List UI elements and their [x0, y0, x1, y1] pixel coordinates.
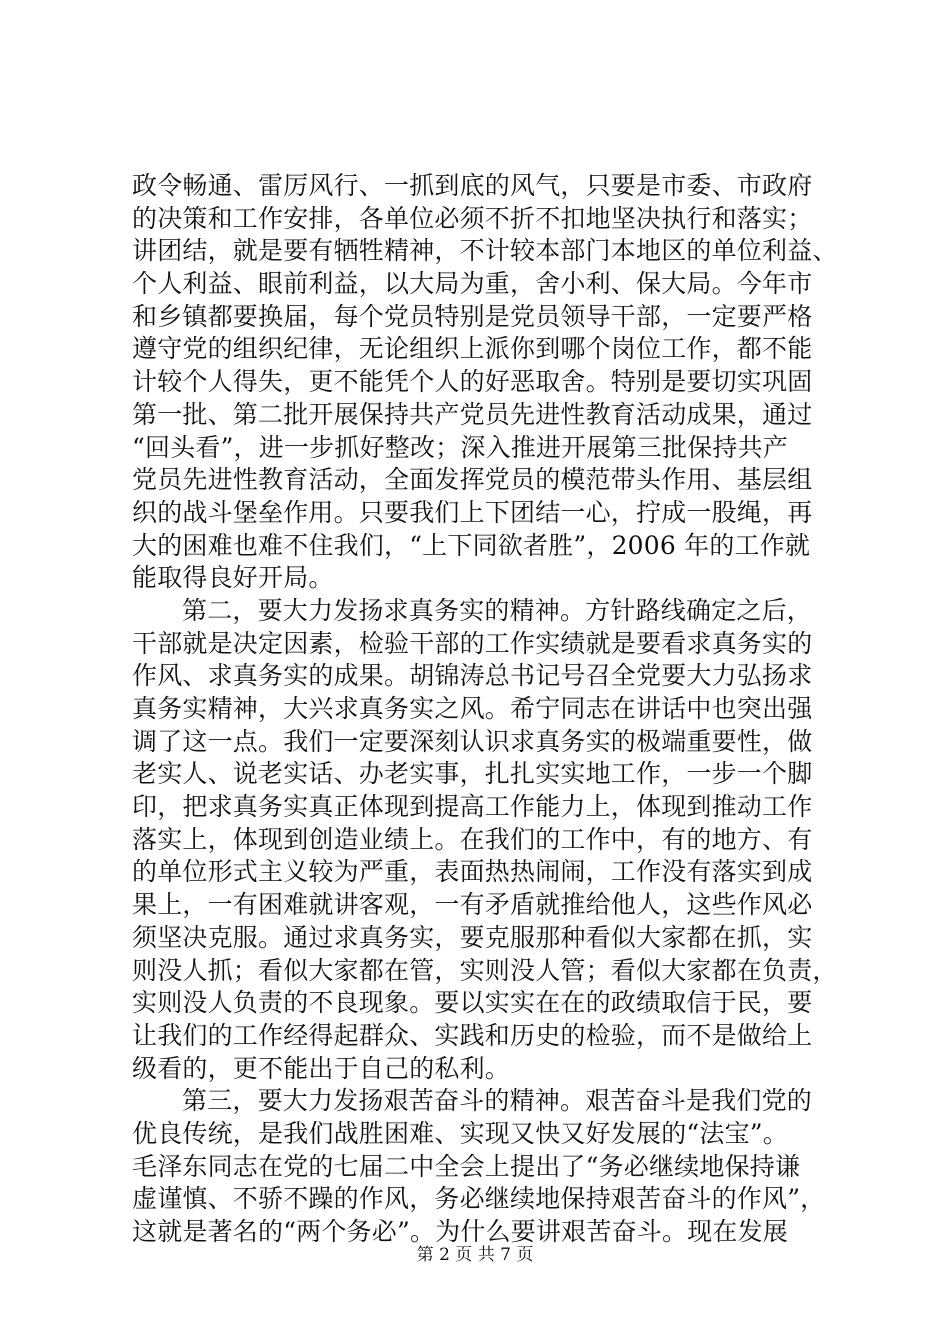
text-line: 第一批、第二批开展保持共产党员先进性教育活动成果，通过 — [132, 399, 813, 429]
paragraph-start-line: 第三，要大力发扬艰苦奋斗的精神。艰苦奋斗是我们党的 — [182, 1086, 813, 1116]
text-line: 调了这一点。我们一定要深刻认识求真务实的极端重要性，做 — [132, 726, 813, 756]
text-line: 虚谨慎、不骄不躁的作风，务必继续地保持艰苦奋斗的作风”， — [132, 1184, 826, 1214]
text-line: 和乡镇都要换届，每个党员特别是党员领导干部，一定要严格 — [132, 301, 813, 331]
text-line: 能取得良好开局。 — [132, 563, 334, 593]
text-line: 作风、求真务实的成果。胡锦涛总书记号召全党要大力弘扬求 — [132, 661, 813, 691]
text-line: 优良传统，是我们战胜困难、实现又快又好发展的“法宝”。 — [132, 1118, 788, 1148]
text-line: 印，把求真务实真正体现到提高工作能力上，体现到推动工作 — [132, 792, 813, 822]
paragraph-start-line: 第二，要大力发扬求真务实的精神。方针路线确定之后， — [182, 595, 813, 625]
body-text — [132, 170, 838, 1249]
text-line: 大的困难也难不住我们，“上下同欲者胜”，2006 年的工作就 — [132, 530, 811, 560]
text-line: 毛泽东同志在党的七届二中全会上提出了“务必继续地保持谦 — [132, 1151, 801, 1181]
text-line: 计较个人得失，更不能凭个人的好恶取舍。特别是要切实巩固 — [132, 367, 813, 397]
text-line: 的单位形式主义较为严重，表面热热闹闹，工作没有落实到成 — [132, 857, 813, 887]
text-line: 则没人抓；看似大家都在管，实则没人管；看似大家都在负责， — [132, 955, 838, 985]
text-line: 实则没人负责的不良现象。要以实实在在的政绩取信于民，要 — [132, 988, 813, 1018]
text-line: 遵守党的组织纪律，无论组织上派你到哪个岗位工作，都不能 — [132, 334, 813, 364]
text-line: 这就是著名的“两个务必”。为什么要讲艰苦奋斗。现在发展 — [132, 1217, 788, 1246]
text-line: 个人利益、眼前利益，以大局为重，舍小利、保大局。今年市 — [132, 269, 813, 299]
text-line: 的决策和工作安排，各单位必须不折不扣地坚决执行和落实； — [132, 203, 813, 233]
text-line: 真务实精神，大兴求真务实之风。希宁同志在讲话中也突出强 — [132, 694, 813, 723]
text-line: 政令畅通、雷厉风行、一抓到底的风气，只要是市委、市政府 — [132, 171, 813, 200]
text-line: 落实上，体现到创造业绩上。在我们的工作中，有的地方、有 — [132, 824, 813, 854]
text-line: “回头看”，进一步抓好整改；深入推进开展第三批保持共产 — [132, 432, 788, 462]
text-line: 老实人、说老实话、办老实事，扎扎实实地工作，一步一个脚 — [132, 759, 813, 789]
text-line: 须坚决克服。通过求真务实，要克服那种看似大家都在抓，实 — [132, 922, 813, 952]
text-line: 干部就是决定因素，检验干部的工作实绩就是要看求真务实的 — [132, 628, 813, 658]
text-line: 级看的，更不能出于自己的私利。 — [132, 1053, 511, 1083]
page-number-footer: 第 2 页 共 7 页 — [416, 1245, 534, 1265]
text-line: 讲团结，就是要有牺牲精神，不计较本部门本地区的单位利益、 — [132, 236, 838, 266]
text-line: 果上，一有困难就讲客观，一有矛盾就推给他人，这些作风必 — [132, 890, 813, 920]
text-line: 党员先进性教育活动，全面发挥党员的模范带头作用、基层组 — [132, 465, 813, 495]
text-line: 织的战斗堡垒作用。只要我们上下团结一心，拧成一股绳，再 — [132, 497, 813, 527]
text-line: 让我们的工作经得起群众、实践和历史的检验，而不是做给上 — [132, 1020, 813, 1050]
